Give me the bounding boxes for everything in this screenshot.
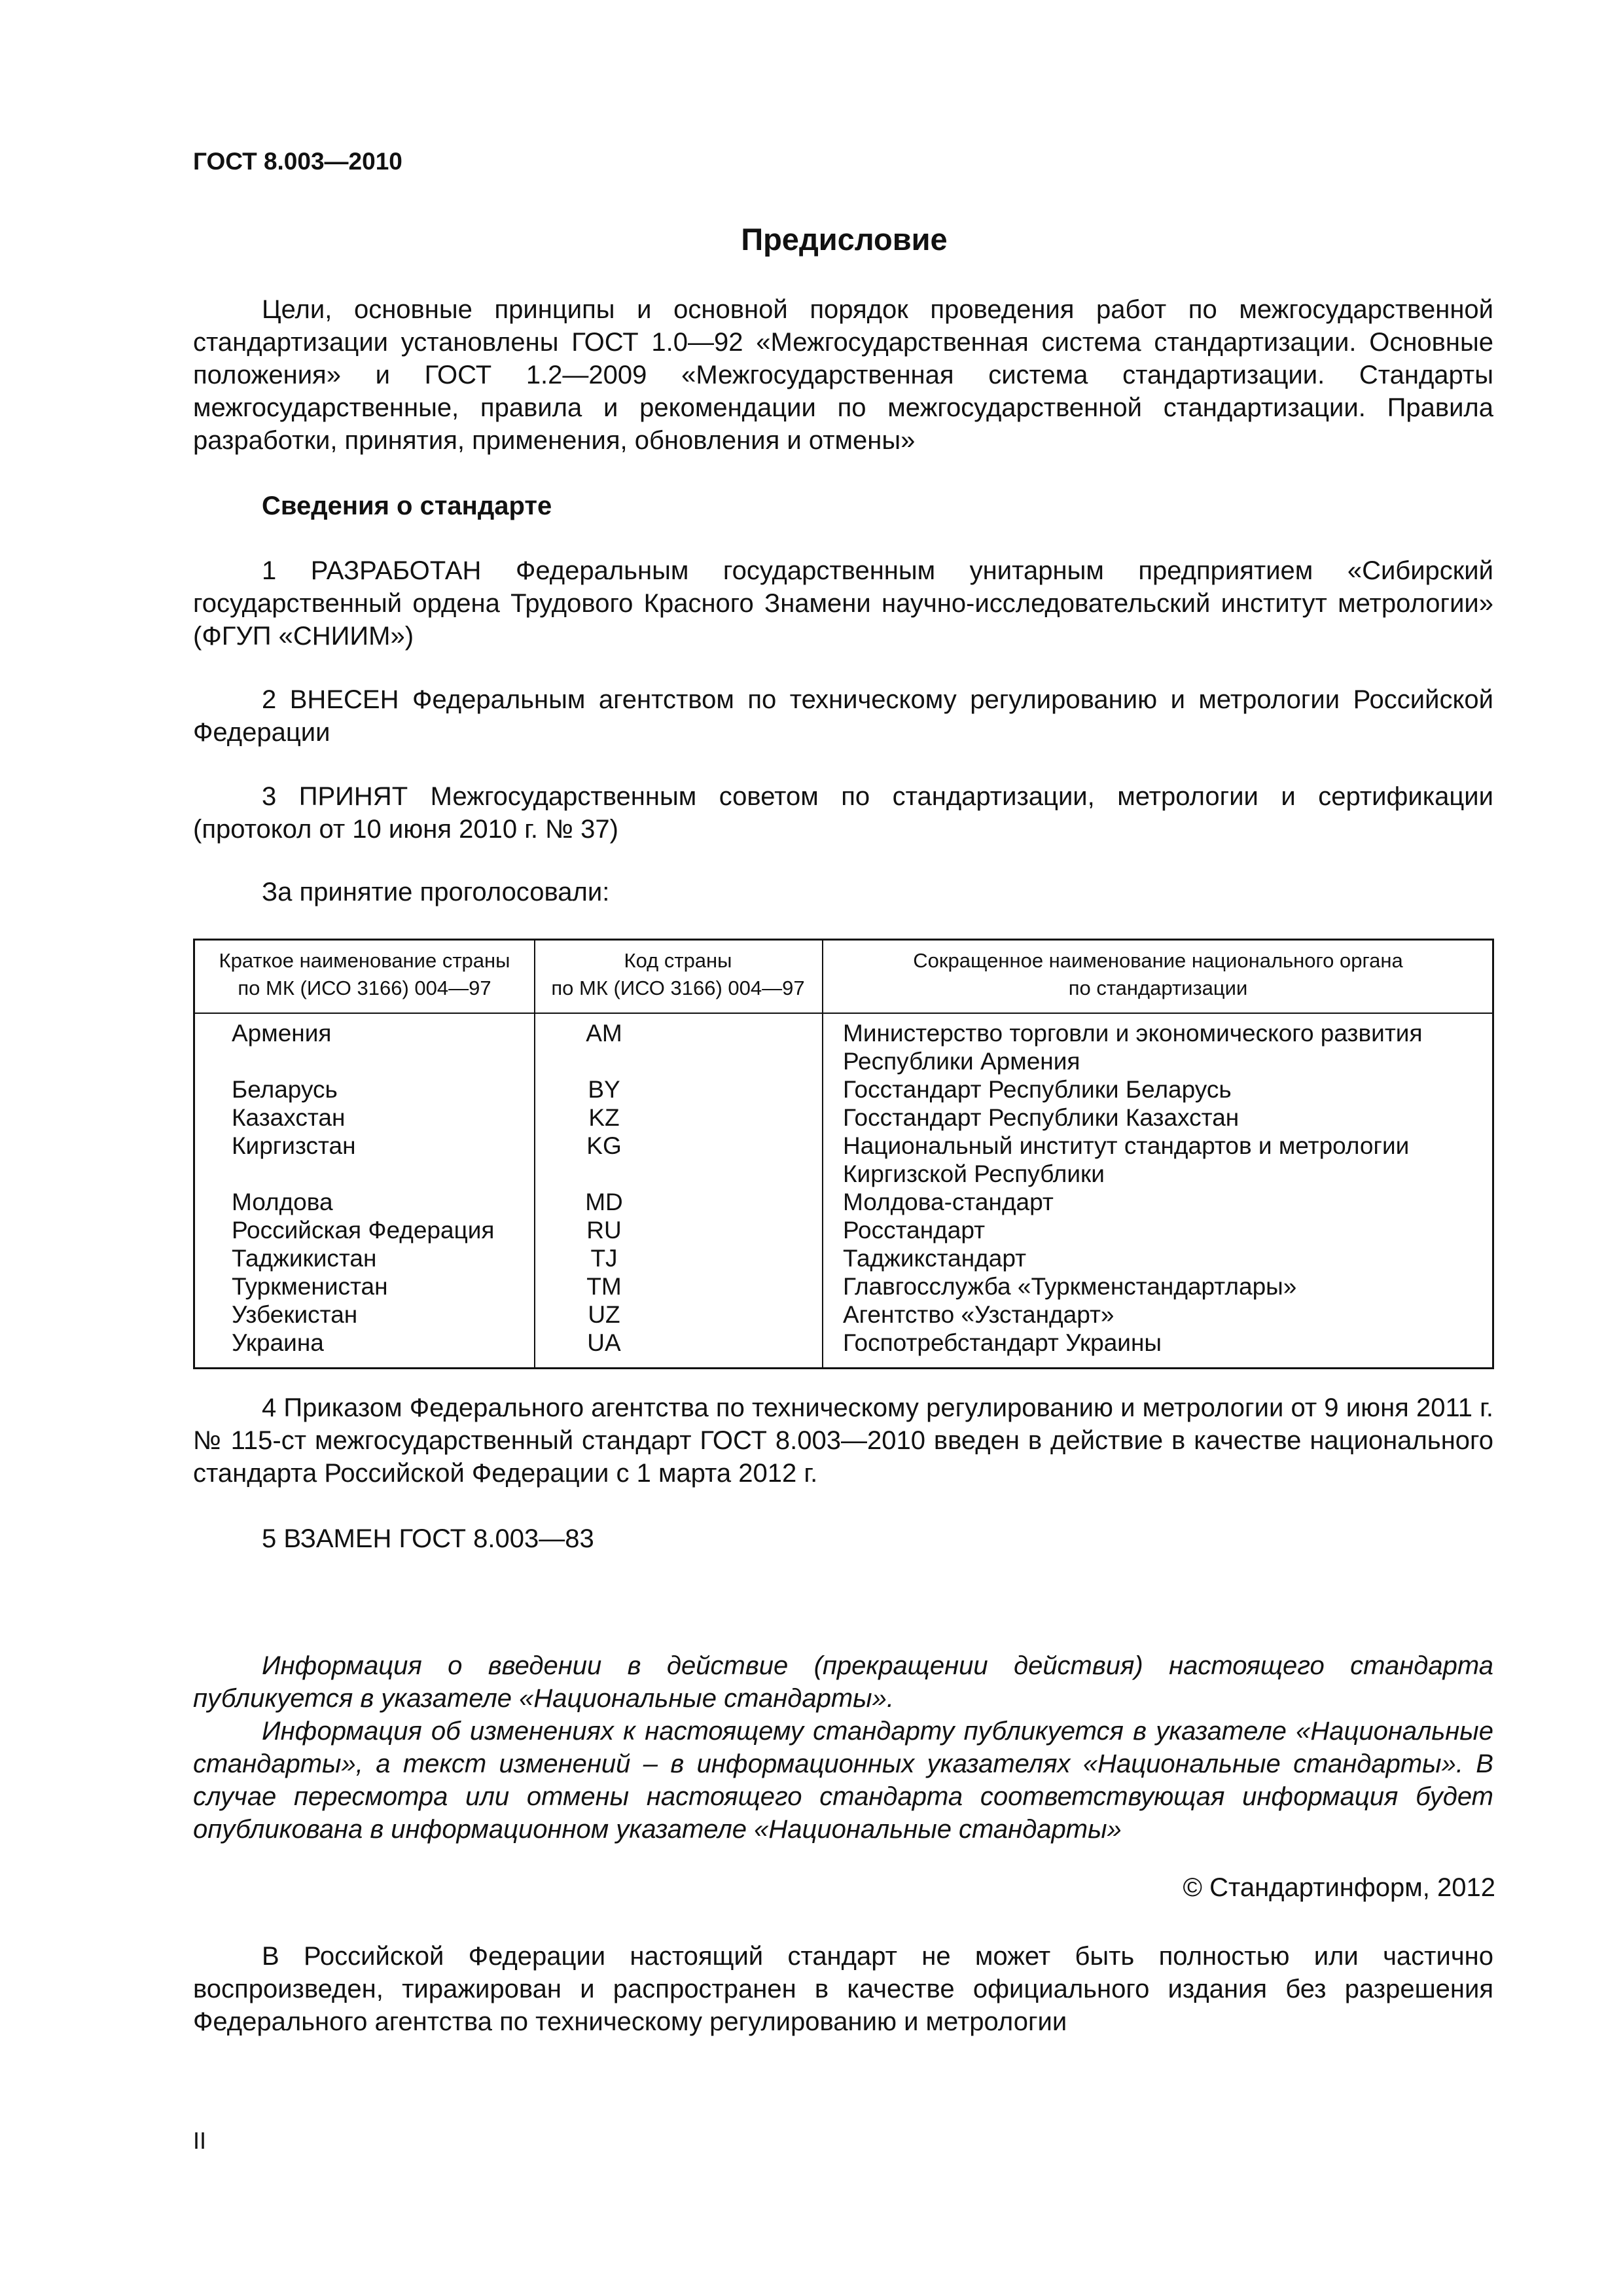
column-header-line: Краткое наименование страны [219, 949, 510, 972]
table-cell-body: Главгосслужба «Туркменстандартлары» [843, 1273, 1297, 1300]
table-cell-country: Туркменистан [232, 1273, 388, 1300]
reproduction-notice: В Российской Федерации настоящий стандарт не может быть полностью или частично воспроизведен, тиражирован и распространен в качестве официального издания без разрешения Федерального агентства по техническому регулированию и метрологии [193, 1942, 1493, 2036]
table-divider [822, 941, 823, 1367]
table-cell-country: Таджикистан [232, 1245, 377, 1272]
table-cell-body: Госпотребстандарт Украины [843, 1329, 1162, 1356]
table-cell-country: Российская Федерация [232, 1217, 495, 1244]
column-header-line: по МК (ИСО 3166) 004—97 [238, 977, 491, 999]
info-paragraph-changes: Информация об изменениях к настоящему стандарту публикуется в указателе «Национальные стандарты», а текст изменений – в информационных указателях «Национальные стандарты». В случае пересмотра или отмены настоящего стандарта соответствующая информация будет опубликована в информационном указателе «Национальные стандарты» [193, 1717, 1493, 1844]
column-header-line: по стандартизации [1068, 977, 1248, 999]
page-number: II [193, 2127, 207, 2154]
voting-countries-table [193, 939, 1494, 1369]
table-cell-body: Национальный институт стандартов и метрологии [843, 1132, 1410, 1159]
table-cell-code: BY [588, 1076, 620, 1103]
intro-paragraph: Цели, основные принципы и основной порядок проведения работ по межгосударственной стандартизации установлены ГОСТ 1.0—92 «Межгосударственная система стандартизации. Основные положения» и ГОСТ 1.2—2009 «Межгосударственная система стандартизации. Стандарты межгосударственные, правила и рекомендации по межгосударственной стандартизации. Правила разработки, принятия, применения, обновления и отмены» [193, 295, 1493, 455]
table-cell-code: RU [586, 1217, 622, 1244]
table-cell-country: Украина [232, 1329, 324, 1356]
table-cell-country: Казахстан [232, 1104, 346, 1131]
table-cell-body: Росстандарт [843, 1217, 986, 1244]
table-cell-code: UZ [588, 1301, 620, 1328]
document-number: ГОСТ 8.003—2010 [193, 148, 402, 175]
column-header-line: Код страны [624, 949, 732, 972]
table-cell-country: Армения [232, 1020, 332, 1047]
column-header-country [195, 947, 534, 1002]
item-submitted: 2 ВНЕСЕН Федеральным агентством по техническому регулированию и метрологии Российской Федерации [193, 685, 1493, 747]
column-header-line: по МК (ИСО 3166) 004—97 [551, 977, 805, 999]
item-replaces: 5 ВЗАМЕН ГОСТ 8.003—83 [262, 1524, 594, 1553]
page-title: Предисловие [741, 222, 948, 257]
table-cell-code: TJ [590, 1245, 618, 1272]
table-cell-body: Таджикстандарт [843, 1245, 1027, 1272]
table-cell-country: Киргизстан [232, 1132, 356, 1159]
table-cell-code: TM [586, 1273, 622, 1300]
table-cell-body-cont: Республики Армения [843, 1048, 1080, 1075]
table-cell-country: Беларусь [232, 1076, 338, 1103]
column-header-code [534, 947, 822, 1002]
copyright: © Стандартинформ, 2012 [1183, 1873, 1495, 1902]
voted-label: За принятие проголосовали: [262, 878, 610, 906]
table-cell-body: Агентство «Узстандарт» [843, 1301, 1115, 1328]
item-developed: 1 РАЗРАБОТАН Федеральным государственным унитарным предприятием «Сибирский государственный ордена Трудового Красного Знамени научно-исследовательский институт метрологии» (ФГУП «СНИИМ») [193, 556, 1493, 651]
table-cell-code: KG [586, 1132, 622, 1159]
table-cell-country: Узбекистан [232, 1301, 358, 1328]
table-cell-body: Госстандарт Республики Казахстан [843, 1104, 1240, 1131]
table-cell-code: UA [587, 1329, 621, 1356]
table-header-divider [195, 1013, 1492, 1014]
table-cell-body: Молдова-стандарт [843, 1189, 1054, 1215]
column-header-body [822, 947, 1494, 1002]
item-enacted: 4 Приказом Федерального агентства по техническому регулированию и метрологии от 9 июня 2011 г. № 115-ст межгосударственный стандарт ГОСТ 8.003—2010 введен в действие в качестве национального стандарта Российской Федерации с 1 марта 2012 г. [193, 1393, 1493, 1488]
info-paragraph-enactment: Информация о введении в действие (прекращении действия) настоящего стандарта публикуется в указателе «Национальные стандарты». [193, 1651, 1493, 1713]
table-cell-body: Госстандарт Республики Беларусь [843, 1076, 1232, 1103]
table-cell-body-cont: Киргизской Республики [843, 1160, 1105, 1187]
table-cell-code: MD [585, 1189, 623, 1215]
section-heading: Сведения о стандарте [262, 492, 552, 520]
table-cell-body: Министерство торговли и экономического развития [843, 1020, 1423, 1047]
column-header-line: Сокращенное наименование национального органа [913, 949, 1403, 972]
table-cell-code: KZ [588, 1104, 620, 1131]
table-cell-country: Молдова [232, 1189, 333, 1215]
item-adopted: 3 ПРИНЯТ Межгосударственным советом по стандартизации, метрологии и сертификации (протокол от 10 июня 2010 г. № 37) [193, 782, 1493, 844]
table-cell-code: AM [586, 1020, 622, 1047]
